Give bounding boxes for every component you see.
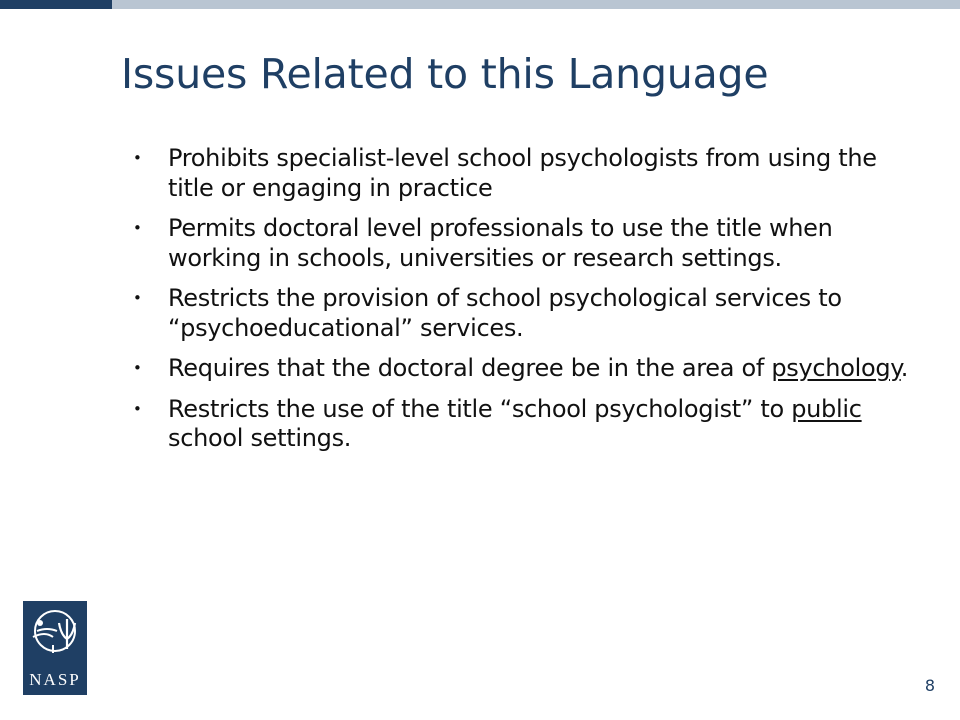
bullet-item: [133, 354, 913, 384]
bullet-list: [133, 144, 913, 465]
bullet-text: Prohibits specialist-level school psychologists from using the title or engaging in practice: [168, 144, 877, 202]
top-accent-bar-light: [112, 0, 960, 9]
bullet-item: [133, 144, 913, 203]
bullet-text: .: [900, 354, 909, 382]
bullet-icon: •: [133, 399, 142, 418]
bullet-icon: •: [133, 149, 142, 167]
logo-text: NASP: [29, 670, 81, 689]
slide-title: Issues Related to this Language: [121, 50, 769, 98]
top-accent-bar-dark: [0, 0, 112, 9]
page-number: 8: [924, 676, 936, 695]
bullet-text: Permits doctoral level professionals to use the title when working in schools, universities or research settings.: [168, 214, 833, 272]
bullet-icon: •: [133, 289, 142, 307]
underlined-term: public: [791, 394, 862, 423]
bullet-icon: •: [133, 219, 142, 237]
bullet-item: [133, 284, 913, 343]
bullet-item: [133, 395, 913, 454]
bullet-text: Restricts the use of the title “school psychologist” to: [168, 394, 792, 423]
bullet-text: Restricts the provision of school psychological services to “psychoeducational” services.: [168, 284, 842, 342]
bullet-text: school settings.: [168, 424, 352, 452]
bullet-text: Requires that the doctoral degree be in the area of: [168, 354, 772, 382]
bullet-icon: •: [133, 359, 142, 377]
nasp-logo-icon: [23, 601, 87, 695]
bullet-item: [133, 214, 913, 273]
underlined-term: psychology: [771, 354, 901, 382]
